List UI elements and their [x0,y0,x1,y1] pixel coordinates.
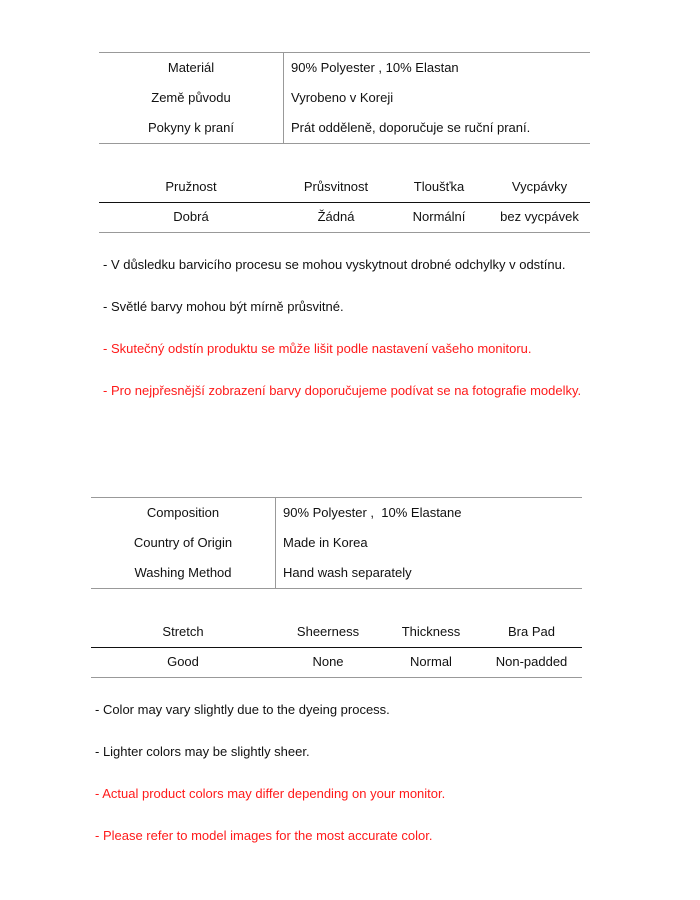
spec-value: Vyrobeno v Koreji [291,90,394,105]
spec-table-en [91,497,582,589]
spec-value: Hand wash separately [283,565,412,580]
attr-value-stretch: Dobrá [173,209,209,224]
attr-table-cz [99,172,590,233]
attr-value-thickness: Normální [412,209,466,224]
attr-header-pad: Bra Pad [508,624,555,639]
spec-row-washing [91,558,582,588]
note-monitor-warning: - Skutečný odstín produktu se může lišit podle nastavení vašeho monitoru. [103,341,532,356]
spec-table-cz [99,52,590,144]
attr-header-sheerness: Sheerness [296,624,360,639]
note-monitor-warning: - Actual product colors may differ depending on your monitor. [95,786,446,801]
spec-label: Country of Origin [133,535,233,550]
attr-header-sheerness: Průsvitnost [303,179,369,194]
bottom-rule [91,677,582,678]
attr-value-stretch: Good [167,654,199,669]
attr-header-thickness: Thickness [401,624,461,639]
spec-value: Made in Korea [283,535,368,550]
attr-header-stretch: Pružnost [165,179,217,194]
attr-value-pad: Non-padded [495,654,568,669]
attr-value-pad: bez vycpávek [500,209,579,224]
attr-value-thickness: Normal [410,654,452,669]
spec-label: Washing Method [134,565,232,580]
spec-value: 90% Polyester , 10% Elastane [283,505,462,520]
note-light-sheer: - Světlé barvy mohou být mírně průsvitné. [103,299,344,314]
attr-header-stretch: Stretch [162,624,204,639]
spec-row-origin [91,528,582,558]
attr-table-en [91,617,582,678]
attr-header-thickness: Tloušťka [413,179,465,194]
note-dye-variation: - Color may vary slightly due to the dyeing process. [95,702,390,717]
spec-value: Prát odděleně, doporučuje se ruční praní. [291,120,531,135]
bottom-rule [99,232,590,233]
spec-label: Composition [146,505,220,520]
note-model-images: - Please refer to model images for the most accurate color. [95,828,433,843]
note-dye-variation: - V důsledku barvicího procesu se mohou vyskytnout drobné odchylky v odstínu. [103,257,566,272]
note-model-images: - Pro nejpřesnější zobrazení barvy doporučujeme podívat se na fotografie modelky. [103,383,582,398]
spec-label: Země původu [151,90,231,105]
spec-row-origin [99,83,590,113]
spec-row-material [99,53,590,83]
spec-label: Pokyny k praní [148,120,234,135]
spec-value: 90% Polyester , 10% Elastan [291,60,459,75]
attr-header-pad: Vycpávky [511,179,568,194]
attr-value-sheerness: None [312,654,344,669]
attr-value-sheerness: Žádná [317,209,355,224]
spec-row-composition [91,498,582,528]
spec-row-washing [99,113,590,143]
spec-label: Materiál [167,60,215,75]
note-light-sheer: - Lighter colors may be slightly sheer. [95,744,310,759]
